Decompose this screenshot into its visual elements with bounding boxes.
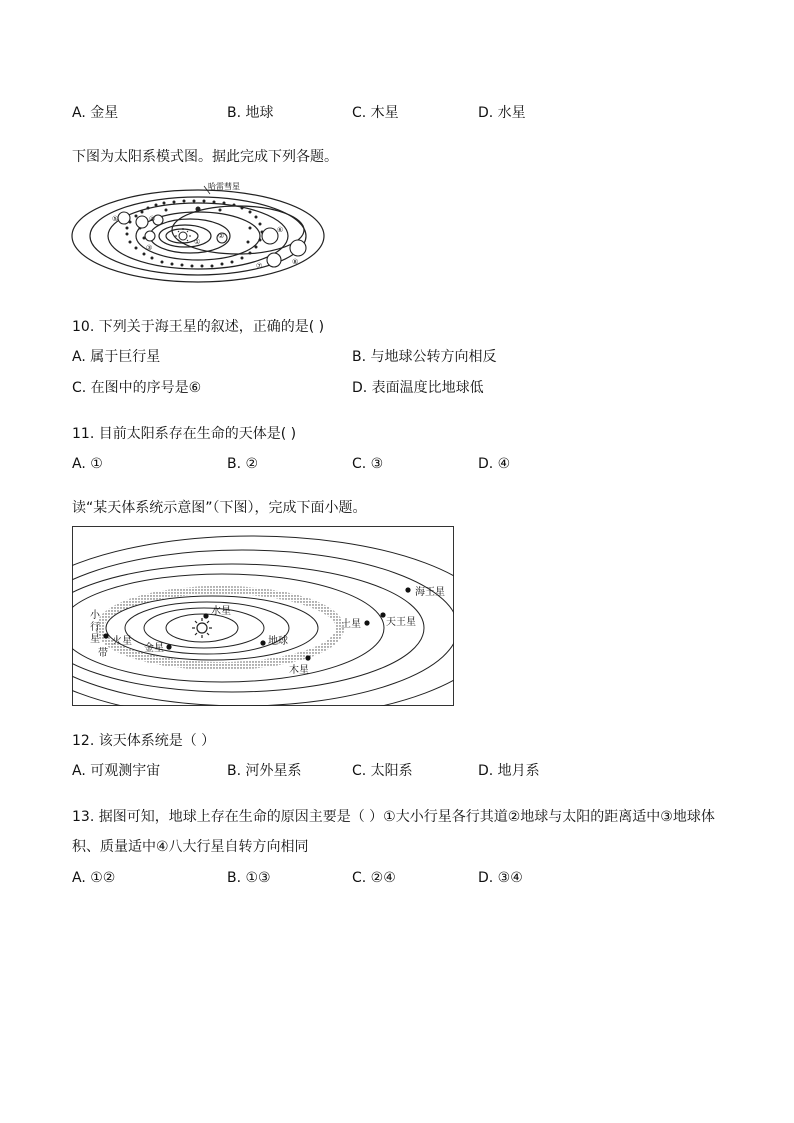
venus-dot [166, 644, 171, 649]
q10-option-d: D. 表面温度比地球低 [352, 380, 484, 396]
label-jupiter: 木星 [289, 665, 309, 676]
belt-char-3: 星 [90, 634, 100, 645]
label-venus: 金星 [144, 643, 164, 654]
fig1-num-6: ⑥ [277, 226, 284, 234]
belt-char-4: 带 [98, 648, 108, 659]
q9-option-c: C. 木星 [352, 105, 399, 121]
fig1-num-3: ③ [146, 244, 153, 252]
q10-option-c: C. 在图中的序号是⑥ [72, 380, 202, 396]
q10-stem: 10. 下列关于海王星的叙述，正确的是( ) [72, 319, 325, 335]
q13-option-c: C. ②④ [352, 870, 396, 886]
q13-stem-line1: 13. 据图可知，地球上存在生命的原因主要是（ ）①大小行星各行其道②地球与太阳的距离适中③地球体 [72, 809, 715, 825]
fig1-num-1: ① [194, 238, 201, 246]
label-mars: 火星 [112, 636, 132, 647]
q12-option-d: D. 地月系 [478, 763, 540, 779]
fig1-num-5: ⑤ [112, 215, 119, 223]
q9-option-b: B. 地球 [227, 105, 274, 121]
q11-option-d: D. ④ [478, 456, 511, 472]
fig1-num-7: ⑦ [256, 262, 263, 270]
label-earth: 地球 [268, 636, 288, 647]
fig1-num-4: ④ [149, 215, 156, 223]
q10-option-a: A. 属于巨行星 [72, 349, 161, 365]
label-saturn: 土星 [341, 619, 361, 630]
belt-char-2: 行 [90, 622, 100, 633]
solar-system-model-figure [70, 172, 330, 284]
fig1-num-2: ② [218, 232, 225, 240]
q12-option-b: B. 河外星系 [227, 763, 302, 779]
celestial-system-figure [72, 526, 454, 706]
q13-option-d: D. ③④ [478, 870, 523, 886]
halley-comet [196, 207, 201, 212]
intro-text-1: 下图为太阳系模式图。据此完成下列各题。 [72, 149, 338, 165]
jupiter-dot [305, 655, 310, 660]
q11-stem: 11. 目前太阳系存在生命的天体是( ) [72, 426, 297, 442]
comet-label: 哈雷彗星 [208, 182, 240, 191]
q12-stem: 12. 该天体系统是（ ） [72, 733, 216, 749]
belt-char-1: 小 [90, 610, 100, 621]
sun-icon [175, 228, 191, 244]
earth-dot [260, 640, 265, 645]
q11-option-c: C. ③ [352, 456, 384, 472]
q9-option-a: A. 金星 [72, 105, 119, 121]
mercury-dot [203, 613, 208, 618]
q9-option-d: D. 水星 [478, 105, 526, 121]
label-mercury: 水星 [211, 606, 231, 617]
q10-option-b: B. 与地球公转方向相反 [352, 349, 497, 365]
intro-text-2: 读“某天体系统示意图”（下图），完成下面小题。 [72, 500, 367, 516]
q11-option-b: B. ② [227, 456, 259, 472]
label-uranus: 天王星 [386, 617, 416, 628]
label-neptune: 海王星 [415, 587, 445, 598]
sun-icon [192, 618, 212, 638]
q13-option-b: B. ①③ [227, 870, 271, 886]
saturn-dot [364, 620, 369, 625]
q13-option-a: A. ①② [72, 870, 116, 886]
neptune-dot [405, 587, 410, 592]
q13-stem-line2: 积、质量适中④八大行星自转方向相同 [72, 839, 309, 855]
uranus-dot [380, 612, 385, 617]
mars-dot [103, 633, 108, 638]
q12-option-a: A. 可观测宇宙 [72, 763, 161, 779]
fig1-num-8: ⑧ [292, 258, 299, 266]
q12-option-c: C. 太阳系 [352, 763, 413, 779]
q11-option-a: A. ① [72, 456, 103, 472]
